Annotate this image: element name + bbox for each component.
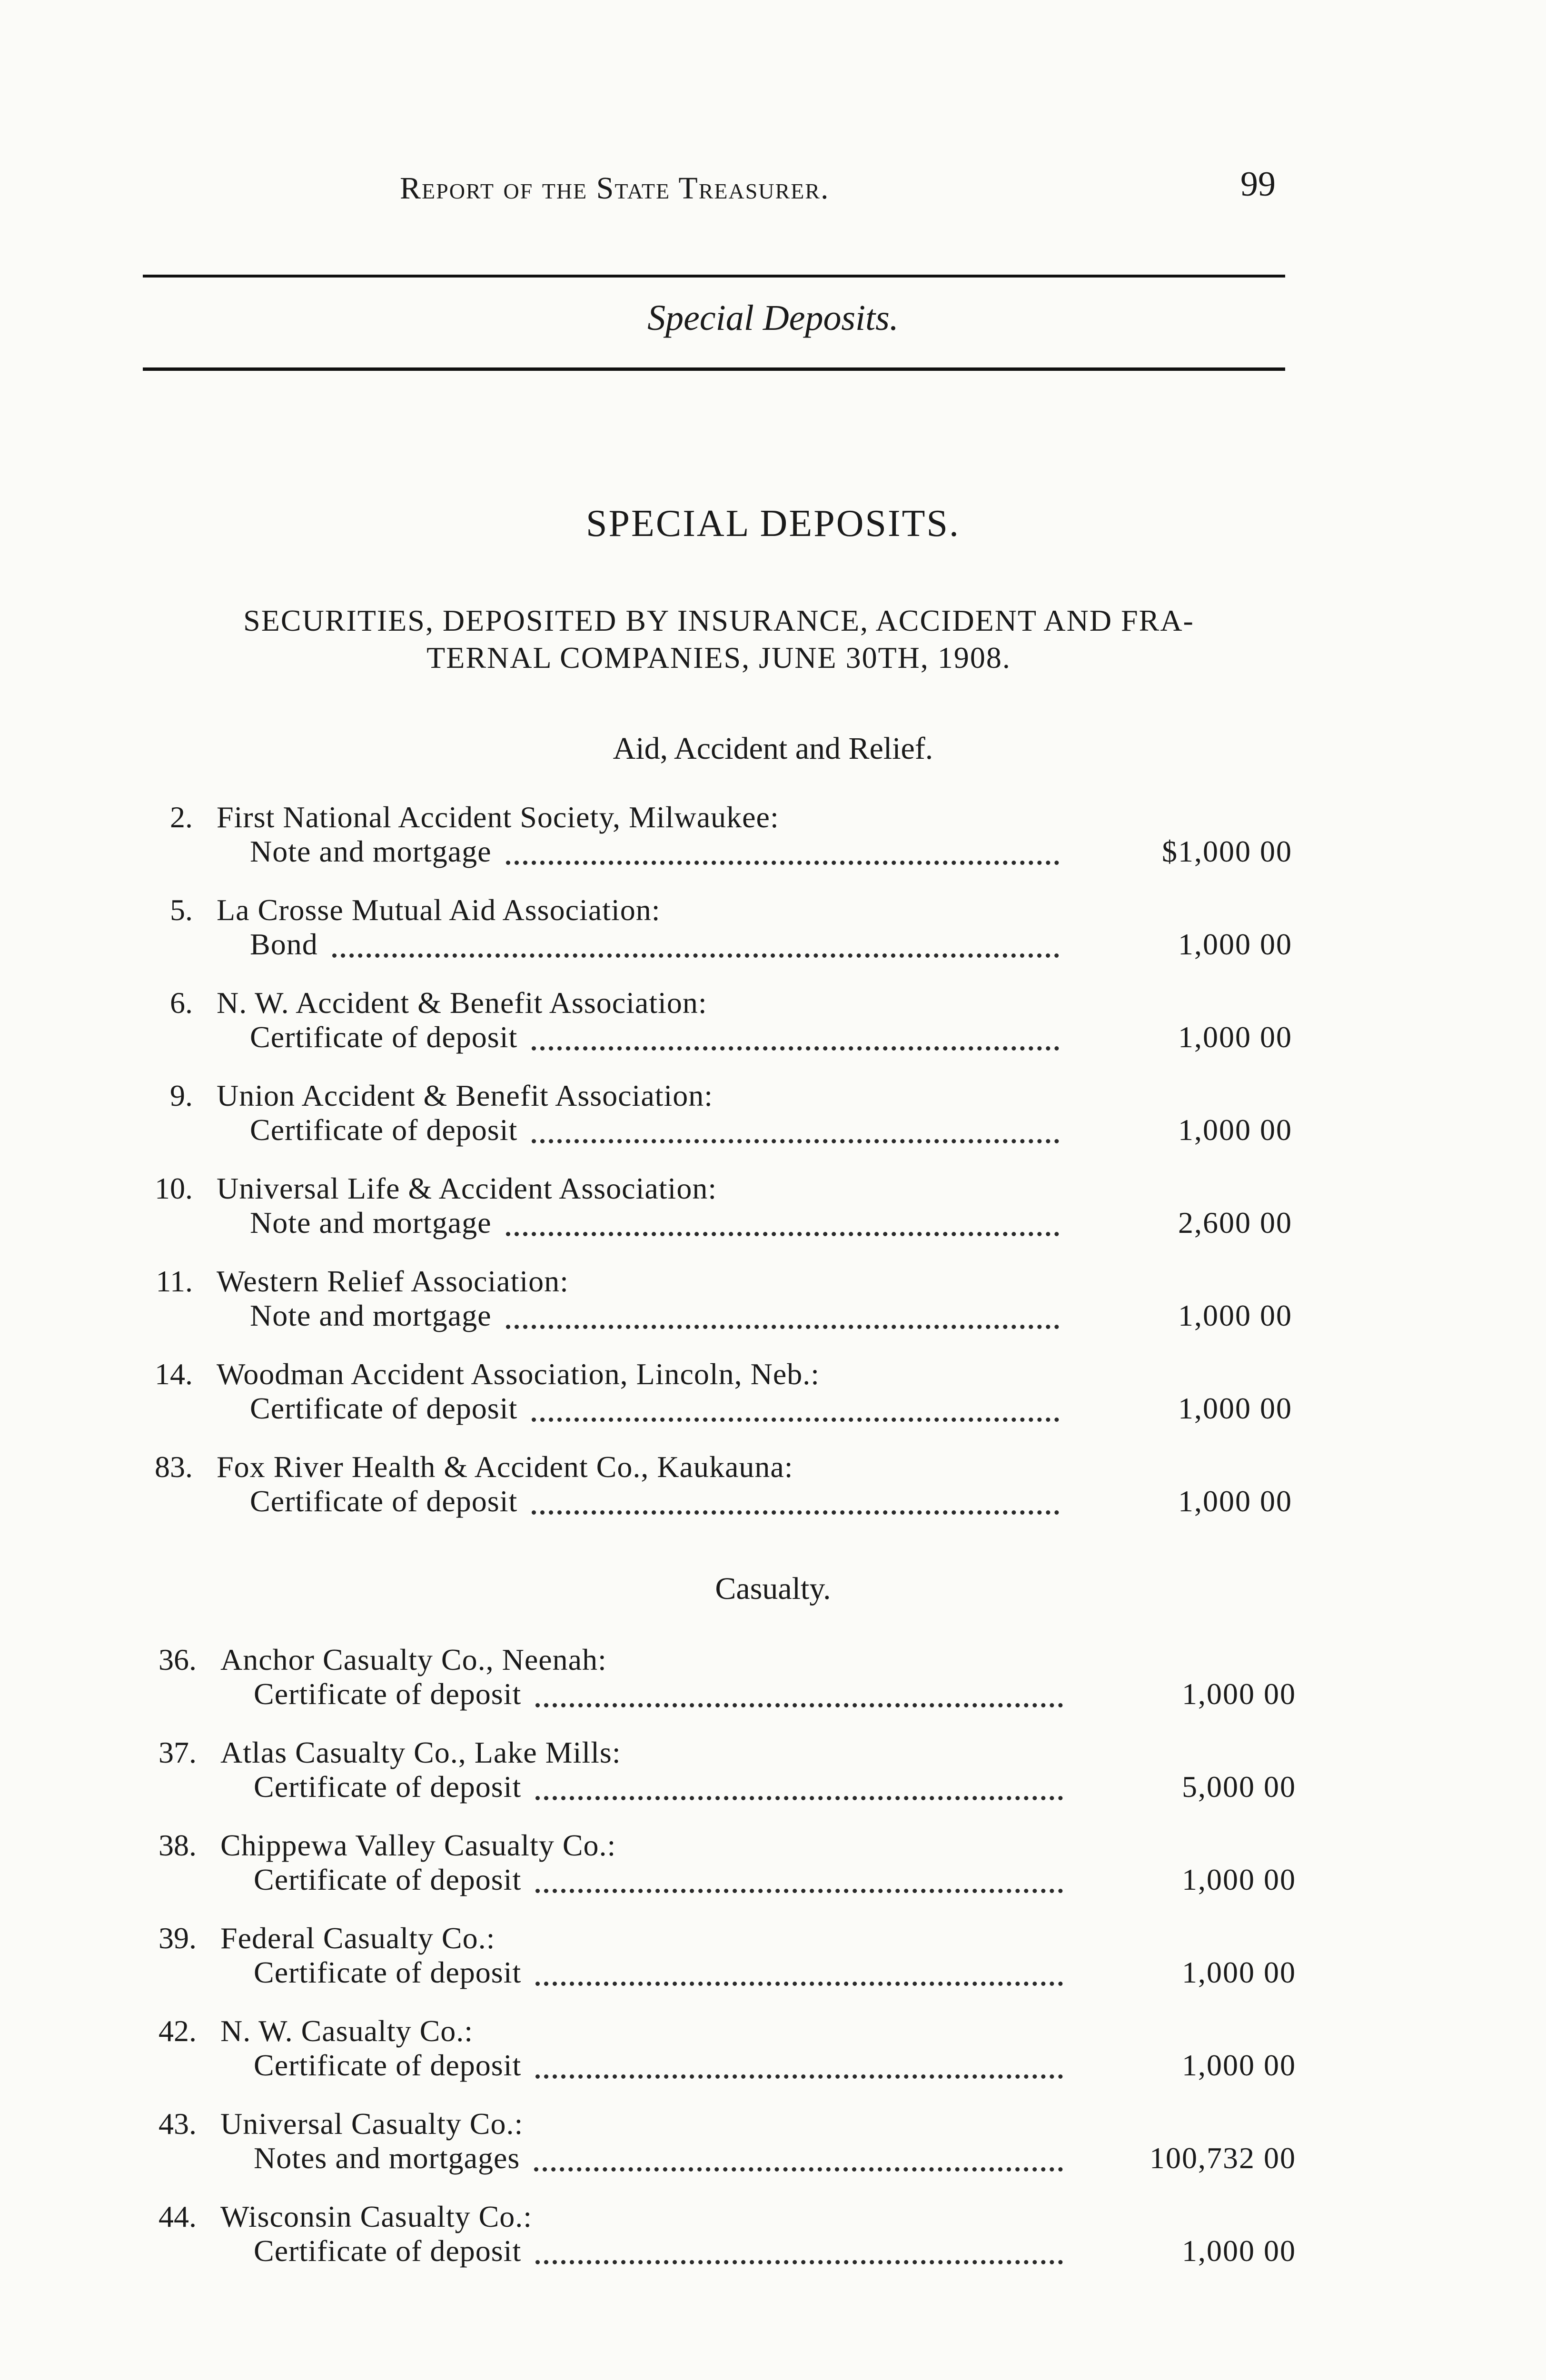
security-description: Note and mortgage <box>250 1299 492 1332</box>
deposit-amount: 1,000 00 <box>1178 1113 1292 1147</box>
deposit-amount: 1,000 00 <box>1182 1677 1296 1711</box>
top-rule <box>143 275 1285 278</box>
company-name: Wisconsin Casualty Co.: <box>220 2200 533 2233</box>
entry-number: 42. <box>159 2014 197 2048</box>
security-description: Certificate of deposit <box>254 2234 522 2268</box>
deposit-amount: 1,000 00 <box>1182 1955 1296 1989</box>
deposit-entry <box>0 1921 1546 1997</box>
entry-number: 2. <box>170 800 193 834</box>
dot-leader <box>506 1320 1059 1329</box>
dot-leader <box>532 1413 1059 1422</box>
entry-number: 11. <box>156 1264 193 1298</box>
entry-number: 14. <box>155 1357 193 1391</box>
company-name: N. W. Casualty Co.: <box>220 2014 474 2048</box>
security-description: Certificate of deposit <box>250 1113 518 1147</box>
entry-number: 37. <box>159 1735 197 1769</box>
company-name: First National Accident Society, Milwaukee: <box>217 800 779 834</box>
page-title: SPECIAL DEPOSITS. <box>586 503 960 545</box>
dot-leader <box>535 2070 1063 2079</box>
page-subtitle <box>143 602 1295 676</box>
dot-leader <box>506 1227 1059 1236</box>
entry-number: 36. <box>159 1643 197 1676</box>
section-heading-casualty: Casualty. <box>715 1571 831 1606</box>
security-description: Certificate of deposit <box>254 1955 522 1989</box>
security-description: Certificate of deposit <box>254 1863 522 1896</box>
deposit-entry <box>0 1828 1546 1904</box>
running-head: Report of the State Treasurer. <box>400 171 830 206</box>
deposit-entry <box>0 2106 1546 2182</box>
deposit-amount: 1,000 00 <box>1182 2048 1296 2082</box>
deposit-amount: 1,000 00 <box>1178 927 1292 961</box>
page-number: 99 <box>1240 165 1276 204</box>
deposit-entry <box>0 2199 1546 2275</box>
dot-leader <box>532 1041 1059 1051</box>
entry-number: 38. <box>159 1828 197 1862</box>
deposit-entry <box>0 1078 1546 1154</box>
deposit-entry <box>0 1449 1546 1526</box>
deposit-entry <box>0 892 1546 969</box>
security-description: Certificate of deposit <box>254 1770 522 1804</box>
dot-leader <box>535 1884 1063 1893</box>
company-name: N. W. Accident & Benefit Association: <box>217 986 707 1020</box>
bottom-rule <box>143 367 1285 371</box>
company-name: Universal Casualty Co.: <box>220 2107 524 2141</box>
dot-leader <box>332 949 1059 958</box>
security-description: Note and mortgage <box>250 834 492 868</box>
subtitle-line-2: TERNAL COMPANIES, JUNE 30TH, 1908. <box>426 641 1011 674</box>
security-description: Bond <box>250 927 318 961</box>
security-description: Certificate of deposit <box>250 1391 518 1425</box>
deposit-entry <box>0 2013 1546 2090</box>
entry-number: 44. <box>159 2200 197 2233</box>
deposit-amount: 1,000 00 <box>1178 1299 1292 1332</box>
deposit-amount: 1,000 00 <box>1182 1863 1296 1896</box>
deposit-amount: $1,000 00 <box>1162 834 1292 868</box>
company-name: Universal Life & Accident Association: <box>217 1171 717 1205</box>
entry-number: 83. <box>155 1450 193 1484</box>
deposit-amount: 100,732 00 <box>1150 2141 1296 2175</box>
dot-leader <box>506 856 1059 865</box>
deposit-entry <box>0 800 1546 876</box>
section-heading-aid-accident-relief: Aid, Accident and Relief. <box>613 731 933 766</box>
entry-number: 6. <box>170 986 193 1020</box>
dot-leader <box>534 2162 1063 2172</box>
deposit-amount: 5,000 00 <box>1182 1770 1296 1804</box>
deposit-entry <box>0 1171 1546 1247</box>
deposit-entry <box>0 1357 1546 1433</box>
dot-leader <box>535 1977 1063 1986</box>
deposit-entry <box>0 1264 1546 1340</box>
dot-leader <box>532 1134 1059 1143</box>
dot-leader <box>535 1791 1063 1800</box>
security-description: Certificate of deposit <box>250 1020 518 1054</box>
company-name: Fox River Health & Accident Co., Kaukauna: <box>217 1450 793 1484</box>
entry-number: 43. <box>159 2107 197 2141</box>
security-description: Certificate of deposit <box>254 1677 522 1711</box>
security-description: Certificate of deposit <box>250 1484 518 1518</box>
dot-leader <box>535 2255 1063 2264</box>
entry-number: 10. <box>155 1171 193 1205</box>
deposit-amount: 1,000 00 <box>1182 2234 1296 2268</box>
deposit-entry <box>0 1642 1546 1718</box>
company-name: Chippewa Valley Casualty Co.: <box>220 1828 616 1862</box>
company-name: Woodman Accident Association, Lincoln, Neb.: <box>217 1357 820 1391</box>
company-name: Union Accident & Benefit Association: <box>217 1079 714 1112</box>
security-description: Notes and mortgages <box>254 2141 520 2175</box>
entry-number: 39. <box>159 1921 197 1955</box>
dot-leader <box>535 1698 1063 1707</box>
security-description: Note and mortgage <box>250 1206 492 1240</box>
deposit-amount: 1,000 00 <box>1178 1391 1292 1425</box>
subtitle-line-1: SECURITIES, DEPOSITED BY INSURANCE, ACCIDENT AND FRA- <box>243 604 1194 637</box>
dot-leader <box>532 1506 1059 1515</box>
company-name: Anchor Casualty Co., Neenah: <box>220 1643 607 1676</box>
deposit-entry <box>0 985 1546 1061</box>
security-description: Certificate of deposit <box>254 2048 522 2082</box>
company-name: Western Relief Association: <box>217 1264 569 1298</box>
company-name: Atlas Casualty Co., Lake Mills: <box>220 1735 621 1769</box>
entry-number: 9. <box>170 1079 193 1112</box>
deposit-amount: 1,000 00 <box>1178 1484 1292 1518</box>
section-subhead: Special Deposits. <box>647 298 899 338</box>
company-name: Federal Casualty Co.: <box>220 1921 496 1955</box>
deposit-amount: 1,000 00 <box>1178 1020 1292 1054</box>
deposit-entry <box>0 1735 1546 1811</box>
entry-number: 5. <box>170 893 193 927</box>
company-name: La Crosse Mutual Aid Association: <box>217 893 661 927</box>
deposit-amount: 2,600 00 <box>1178 1206 1292 1240</box>
